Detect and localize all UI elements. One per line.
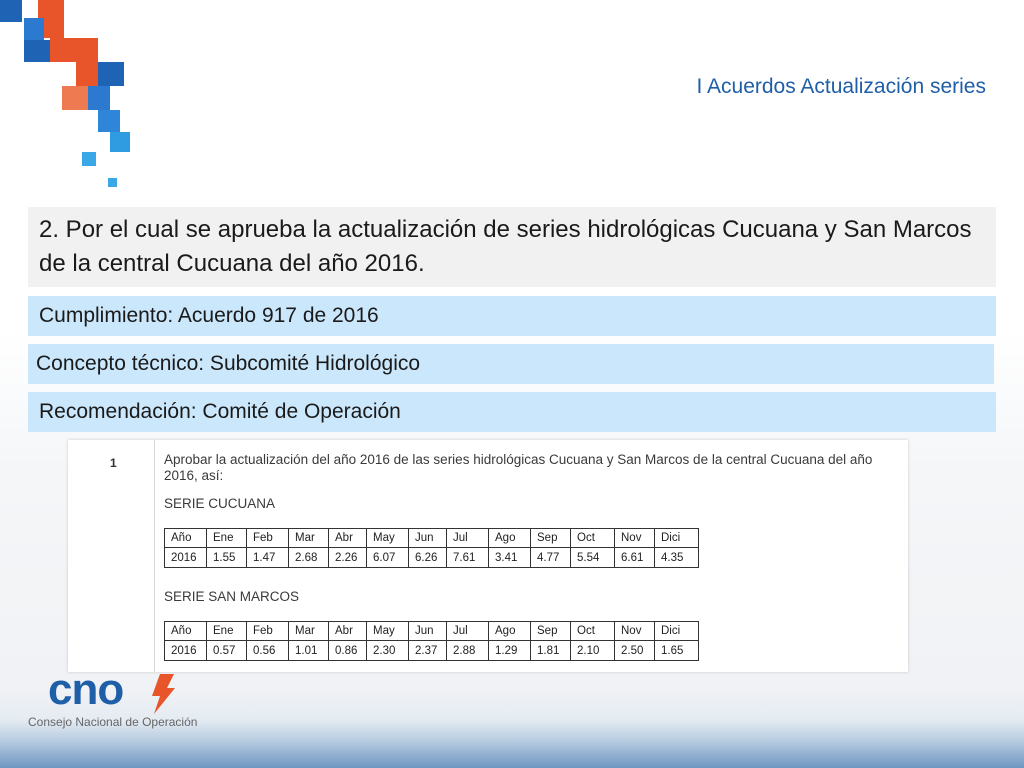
table-row <box>165 548 699 568</box>
agreement-statement-panel <box>28 207 996 287</box>
header-cell: Abr <box>329 622 367 641</box>
header-cell: Feb <box>247 622 289 641</box>
value-cell: 2.10 <box>571 641 615 661</box>
value-cell: 1.01 <box>289 641 329 661</box>
value-cell: 5.54 <box>571 548 615 568</box>
header-cell: Mar <box>289 622 329 641</box>
recomendacion-row: Recomendación: Comité de Operación <box>28 392 996 432</box>
header-cell: Jul <box>447 529 489 548</box>
table-header-row <box>165 529 699 548</box>
value-cell: 0.57 <box>207 641 247 661</box>
header-cell: Dici <box>655 622 699 641</box>
header-cell: Nov <box>615 622 655 641</box>
logo-wordmark: cno <box>48 668 124 714</box>
series-cucuana-label: SERIE CUCUANA <box>164 496 276 511</box>
header-cell: Oct <box>571 622 615 641</box>
value-cell: 2.68 <box>289 548 329 568</box>
value-cell: 1.29 <box>489 641 531 661</box>
value-cell: 2016 <box>165 641 207 661</box>
section-title: I Acuerdos Actualización series <box>696 75 986 98</box>
value-cell: 7.61 <box>447 548 489 568</box>
header-cell: Año <box>165 622 207 641</box>
value-cell: 2.30 <box>367 641 409 661</box>
header-cell: Ago <box>489 529 531 548</box>
value-cell: 1.81 <box>531 641 571 661</box>
value-cell: 6.26 <box>409 548 447 568</box>
value-cell: 2016 <box>165 548 207 568</box>
cumplimiento-row: Cumplimiento: Acuerdo 917 de 2016 <box>28 296 996 336</box>
value-cell: 0.86 <box>329 641 367 661</box>
header-cell: Ago <box>489 622 531 641</box>
decorative-squares <box>0 0 140 200</box>
header-cell: Sep <box>531 622 571 641</box>
series-san-marcos-label: SERIE SAN MARCOS <box>164 589 300 604</box>
value-cell: 4.35 <box>655 548 699 568</box>
header-cell: Jul <box>447 622 489 641</box>
series-san-marcos-table <box>164 621 699 661</box>
lightning-bolt-icon <box>152 674 175 714</box>
value-cell: 1.65 <box>655 641 699 661</box>
header-cell: Oct <box>571 529 615 548</box>
header-cell: Nov <box>615 529 655 548</box>
header-cell: Ene <box>207 529 247 548</box>
header-cell: May <box>367 529 409 548</box>
header-cell: Jun <box>409 529 447 548</box>
value-cell: 2.26 <box>329 548 367 568</box>
value-cell: 0.56 <box>247 641 289 661</box>
header-cell: May <box>367 622 409 641</box>
header-cell: Jun <box>409 622 447 641</box>
document-excerpt <box>68 440 908 672</box>
value-cell: 2.88 <box>447 641 489 661</box>
value-cell: 3.41 <box>489 548 531 568</box>
table-row <box>165 641 699 661</box>
series-cucuana-table <box>164 528 699 568</box>
value-cell: 6.61 <box>615 548 655 568</box>
agreement-statement: 2. Por el cual se aprueba la actualización de series hidrológicas Cucuana y San Marcos de la central Cucuana del año 2016. <box>39 216 972 277</box>
logo-caption: Consejo Nacional de Operación <box>28 715 198 729</box>
header-cell: Mar <box>289 529 329 548</box>
concepto-tecnico-row: Concepto técnico: Subcomité Hidrológico <box>28 344 994 384</box>
header-cell: Sep <box>531 529 571 548</box>
header-cell: Año <box>165 529 207 548</box>
value-cell: 1.55 <box>207 548 247 568</box>
item-text: Aprobar la actualización del año 2016 de las series hidrológicas Cucuana y San Marcos de la central Cucuana del año 2016, así: <box>164 452 873 483</box>
value-cell: 2.37 <box>409 641 447 661</box>
header-cell: Feb <box>247 529 289 548</box>
value-cell: 2.50 <box>615 641 655 661</box>
header-cell: Dici <box>655 529 699 548</box>
item-number: 1 <box>110 456 117 470</box>
value-cell: 4.77 <box>531 548 571 568</box>
header-cell: Ene <box>207 622 247 641</box>
value-cell: 1.47 <box>247 548 289 568</box>
table-header-row <box>165 622 699 641</box>
column-divider <box>154 440 155 672</box>
header-cell: Abr <box>329 529 367 548</box>
value-cell: 6.07 <box>367 548 409 568</box>
